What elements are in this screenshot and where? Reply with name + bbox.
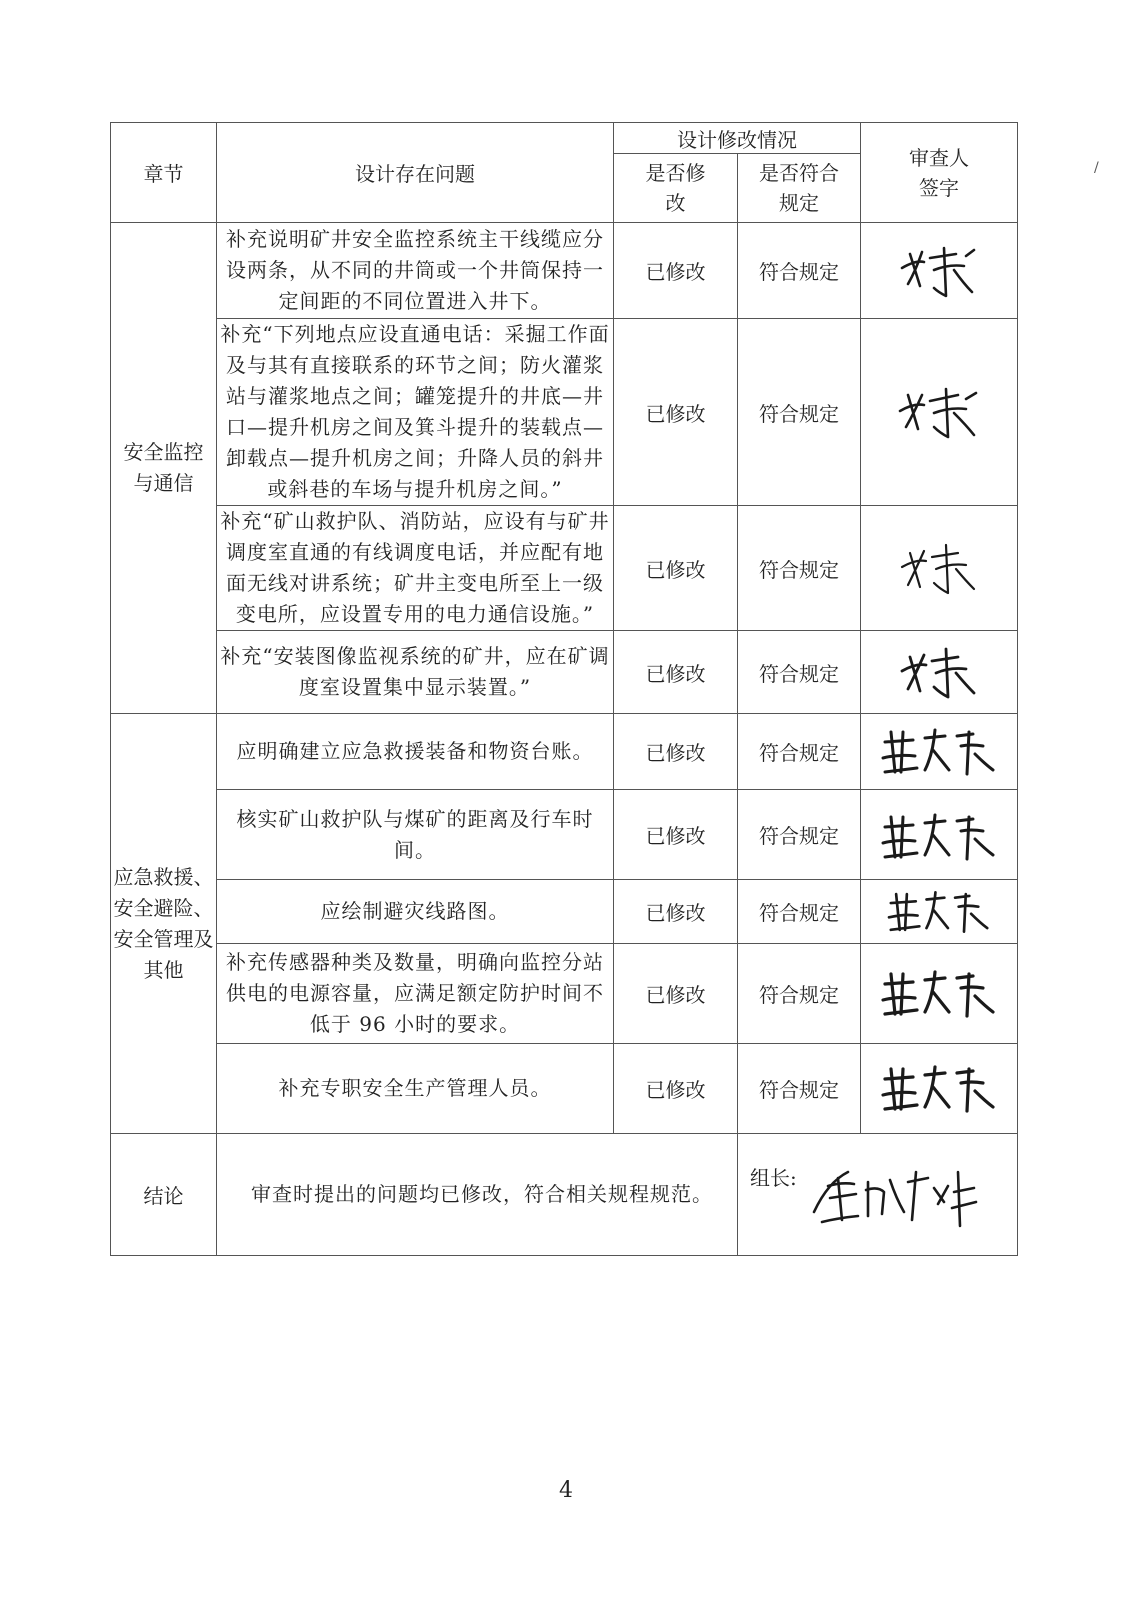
signature-image [879,724,999,780]
leader-label: 组长: [750,1166,797,1190]
compliant-cell: 符合规定 [738,714,861,790]
reviewer-signature-cell [861,506,1018,631]
reviewer-signature-cell [861,944,1018,1044]
compliant-cell: 符合规定 [738,631,861,714]
issue-cell: 补充专职安全生产管理人员。 [217,1044,614,1134]
modified-cell: 已修改 [614,790,738,880]
header-compliant: 是否符合规定 [738,154,861,223]
signature-image [884,887,994,937]
compliant-cell: 符合规定 [738,790,861,880]
issue-cell: 应绘制避灾线路图。 [217,880,614,944]
conclusion-text: 审查时提出的问题均已修改，符合相关规程规范。 [217,1134,738,1256]
signature-image [894,240,984,302]
issue-cell: 补充传感器种类及数量，明确向监控分站供电的电源容量，应满足额定防护时间不低于 96 小时的要求。 [217,944,614,1044]
table-row [111,631,1018,714]
issue-cell: 补充说明矿井安全监控系统主干线缆应分设两条，从不同的井筒或一个井筒保持一定间距的不同位置进入井下。 [217,223,614,319]
header-modified: 是否修改 [614,154,738,223]
modified-cell: 已修改 [614,631,738,714]
signature-image [879,966,999,1022]
header-issue: 设计存在问题 [217,123,614,223]
modified-cell: 已修改 [614,223,738,319]
conclusion-row [111,1134,1018,1256]
reviewer-signature-cell [861,1044,1018,1134]
header-modification: 设计修改情况 [614,123,861,154]
reviewer-signature-cell [861,631,1018,714]
signature-image [894,641,984,703]
signature-image [879,1061,999,1117]
signature-image [879,807,999,863]
signature-image [894,381,984,443]
compliant-cell: 符合规定 [738,223,861,319]
compliant-cell: 符合规定 [738,506,861,631]
reviewer-signature-cell [861,319,1018,506]
table-row [111,714,1018,790]
scan-mark: / [1094,160,1099,176]
conclusion-label: 结论 [111,1134,217,1256]
issue-cell: 应明确建立应急救援装备和物资台账。 [217,714,614,790]
chapter-cell: 安全监控与通信 [111,223,217,714]
compliant-cell: 符合规定 [738,319,861,506]
compliant-cell: 符合规定 [738,944,861,1044]
modified-cell: 已修改 [614,1044,738,1134]
reviewer-signature-cell [861,880,1018,944]
modified-cell: 已修改 [614,714,738,790]
table-row [111,790,1018,880]
review-table [110,122,1018,1256]
leader-signature-cell [738,1134,1018,1256]
issue-cell: 补充“矿山救护队、消防站，应设有与矿井调度室直通的有线调度电话，并应配有地面无线对讲系统；矿井主变电所至上一级变电所，应设置专用的电力通信设施。” [217,506,614,631]
signature-image [894,537,984,599]
page-number: 4 [559,1478,573,1503]
header-reviewer: 审查人签字 [861,123,1018,223]
compliant-cell: 符合规定 [738,1044,861,1134]
table-row [111,880,1018,944]
table-row [111,223,1018,319]
issue-cell: 核实矿山救护队与煤矿的距离及行车时间。 [217,790,614,880]
modified-cell: 已修改 [614,944,738,1044]
modified-cell: 已修改 [614,880,738,944]
table-row [111,944,1018,1044]
chapter-cell: 应急救援、安全避险、安全管理及其他 [111,714,217,1134]
compliant-cell: 符合规定 [738,880,861,944]
issue-cell: 补充“安装图像监视系统的矿井，应在矿调度室设置集中显示装置。” [217,631,614,714]
reviewer-signature-cell [861,714,1018,790]
table-row [111,1044,1018,1134]
issue-cell: 补充“下列地点应设直通电话：采掘工作面及与其有直接联系的环节之间；防火灌浆站与灌浆地点之间；罐笼提升的井底—井口—提升机房之间及箕斗提升的装载点—卸载点—提升机房之间；升降人员的斜井或斜巷的车场与提升机房之间。” [217,319,614,506]
header-chapter: 章节 [111,123,217,223]
reviewer-signature-cell [861,223,1018,319]
reviewer-signature-cell [861,790,1018,880]
modified-cell: 已修改 [614,319,738,506]
table-row [111,506,1018,631]
table-row [111,319,1018,506]
modified-cell: 已修改 [614,506,738,631]
leader-signature-image [808,1142,988,1232]
